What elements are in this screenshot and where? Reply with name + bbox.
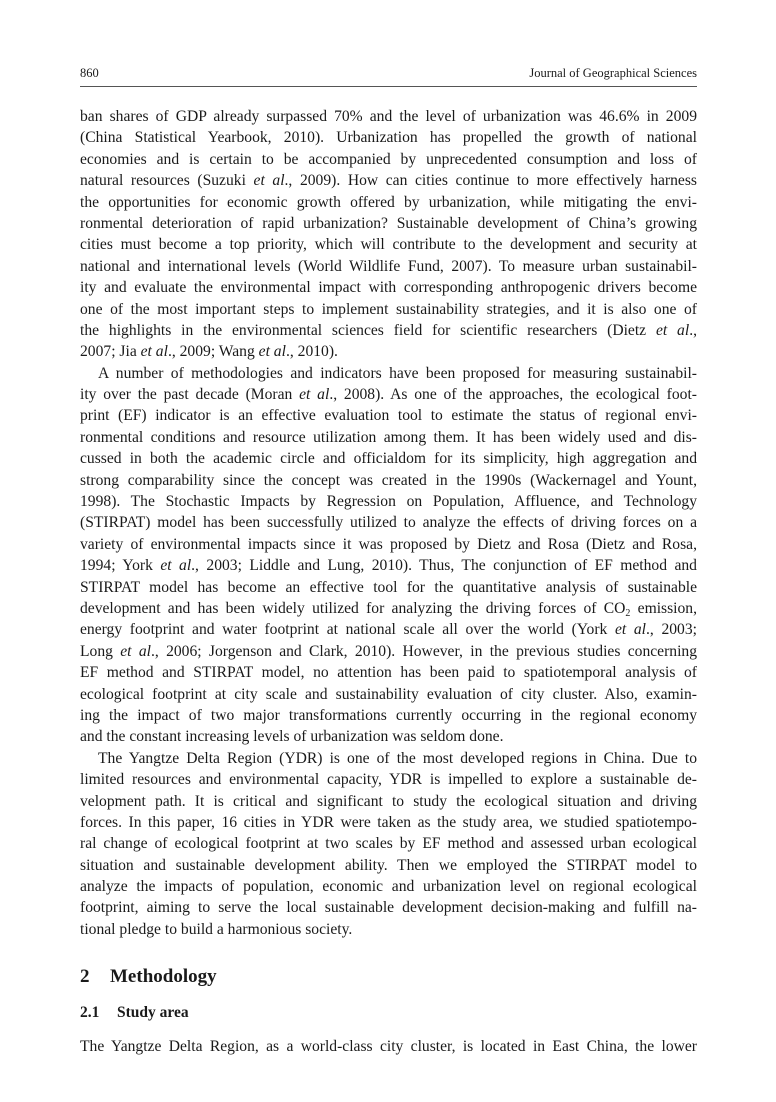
paragraph-line [80,512,697,533]
text-run: EF method and STIRPAT model, no attention has been paid to spatiotemporal analysis of [80,664,697,682]
paragraph-line [80,577,697,598]
text-run: one of the most important steps to implement sustainability strategies, and it is also one of [80,300,697,318]
text-run: ity and evaluate the environmental impact with corresponding anthropogenic drivers become [80,279,697,297]
text-run: ., 2010). [285,343,338,361]
section-heading [80,966,217,988]
italic-text: et al [655,321,690,339]
running-header [80,66,697,81]
paragraph-line [80,897,697,918]
paragraph-line [80,106,697,127]
text-run: ronmental deterioration of rapid urbanization? Sustainable development of China’s growing [80,214,697,232]
text-run: energy footprint and water footprint at national scale all over the world (York [80,621,615,639]
body-text [80,106,697,940]
text-run: ronmental conditions and resource utilization among them. It has been widely used and dis- [80,428,697,446]
paragraph-line [80,598,697,619]
paragraph-line [80,791,697,812]
text-run: ity over the past decade (Moran [80,386,300,404]
paragraph-line [80,170,697,191]
paragraph-line [80,684,697,705]
page-number: 860 [80,66,99,80]
text-run: the opportunities for economic growth offered by urbanization, while mitigating the envi- [80,193,697,211]
paragraph-line [80,534,697,555]
text-run: ecological footprint at city scale and sustainability evaluation of city cluster. Also, examin- [80,685,697,703]
subsection-number: 2.1 [80,1004,100,1021]
text-run: footprint, aiming to serve the local sustainable development decision-making and fulfill na- [80,899,697,917]
subsection-heading [80,1004,189,1022]
text-run: ., 2009; Wang [167,343,259,361]
paragraph-line [80,363,697,384]
text-run: emission, [630,599,697,617]
paragraph-line [80,641,697,662]
paragraph-line [80,149,697,170]
paragraph-line [80,427,697,448]
text-run: ban shares of GDP already surpassed 70% and the level of urbanization was 46.6% in 2009 [80,108,697,125]
italic-text: et al [614,621,647,639]
text-run: strong comparability since the concept was created in the 1990s (Wackernagel and Yount, [80,471,697,489]
header-rule [80,86,697,87]
text-run: ., 2003; Liddle and Lung, 2010). Thus, The conjunction of EF method and [191,557,697,575]
text-run: ., 2009). How can cities continue to more effectively harness [284,172,697,190]
paragraph-line [80,726,697,747]
paragraph-line [80,705,697,726]
paragraph-line [80,277,697,298]
italic-text: et al [140,343,168,361]
text-run: (STIRPAT) model has been successfully utilized to analyze the effects of driving forces on a [80,514,697,532]
paragraph-line [80,748,697,769]
paragraph-line [80,555,697,576]
italic-text: et al [160,557,192,575]
text-run: limited resources and environmental capacity, YDR is impelled to explore a sustainable de- [80,771,697,789]
text-run: ., 2006; Jorgenson and Clark, 2010). However, in the previous studies concerning [150,642,697,660]
paragraph-line [80,769,697,790]
text-run: 2007; Jia [80,343,141,361]
text-run: variety of environmental impacts since it was proposed by Dietz and Rosa (Dietz and Rosa, [80,535,697,553]
paragraph-line [80,876,697,897]
section-number: 2 [80,966,90,987]
text-run: economies and is certain to be accompanied by unprecedented consumption and loss of [80,150,697,168]
paragraph [80,748,697,941]
paragraph-line [80,812,697,833]
text-run: situation and sustainable development ability. Then we employed the STIRPAT model to [80,856,697,874]
text-run: ., 2003; [646,621,697,639]
text-run: ing the impact of two major transformations currently occurring in the regional economy [80,706,697,724]
text-run: STIRPAT model has become an effective tool for the quantitative analysis of sustainable [80,578,697,596]
italic-text: et al [258,343,286,361]
text-run: The Yangtze Delta Region (YDR) is one of the most developed regions in China. Due to [98,749,697,767]
text-run: ral change of ecological footprint at two scales by EF method and assessed urban ecological [80,835,697,853]
text-run: cities must become a top priority, which will contribute to the development and security at [80,236,697,254]
text-run: ., [689,321,697,339]
italic-text: et al [120,642,151,660]
paragraph-line [80,192,697,213]
paragraph-line [80,619,697,640]
paragraph-line [80,384,697,405]
paragraph-line [80,320,697,341]
paragraph-line [80,470,697,491]
text-run: and the constant increasing levels of urbanization was seldom done. [80,728,504,746]
paragraph-line [80,833,697,854]
paragraph-line [80,448,697,469]
paragraph-line [80,855,697,876]
paragraph-line [80,341,697,362]
text-run: Long [80,642,121,660]
text-run: analyze the impacts of population, economic and urbanization level on regional ecological [80,878,697,896]
text-run: the highlights in the environmental sciences field for scientific researchers (Dietz [80,321,656,339]
paragraph-line [80,491,697,512]
paragraph-line [80,299,697,320]
journal-title: Journal of Geographical Sciences [529,66,697,80]
paragraph-line [80,662,697,683]
text-run: A number of methodologies and indicators have been proposed for measuring sustainabil- [98,364,697,382]
subsection-title: Study area [117,1004,189,1021]
paragraph-line [80,213,697,234]
paragraph-line [80,256,697,277]
subscript: 2 [625,607,631,619]
text-run: ., 2008). As one of the approaches, the ecological foot- [329,386,697,404]
paragraph-line [80,919,697,940]
section-title: Methodology [110,966,217,987]
text-run: forces. In this paper, 16 cities in YDR were taken as the study area, we studied spatiotempo- [80,813,697,831]
text-run: 1998). The Stochastic Impacts by Regression on Population, Affluence, and Technology [80,493,697,511]
paragraph-line [80,127,697,148]
paragraph-line [80,234,697,255]
italic-text: et al [253,172,285,190]
text-run: tional pledge to build a harmonious society. [80,920,353,938]
paragraph-line [80,405,697,426]
text-run: (China Statistical Yearbook, 2010). Urbanization has propelled the growth of national [80,129,697,147]
paragraph [80,106,697,363]
paragraph-line: The Yangtze Delta Region, as a world-class city cluster, is located in East China, the lower [80,1038,697,1055]
text-run: velopment path. It is critical and significant to study the ecological situation and driving [80,792,697,810]
text-run: development and has been widely utilized for analyzing the driving forces of CO [80,599,626,617]
text-run: cussed in both the academic circle and officialdom for its simplicity, high aggregation and [80,450,697,468]
paragraph [80,363,697,748]
text-run: 1994; York [80,557,161,575]
text-run: natural resources (Suzuki [80,172,254,190]
italic-text: et al [299,386,330,404]
text-run: print (EF) indicator is an effective evaluation tool to estimate the status of regional envi- [80,407,697,425]
text-run: national and international levels (World Wildlife Fund, 2007). To measure urban sustainabil- [80,257,697,275]
